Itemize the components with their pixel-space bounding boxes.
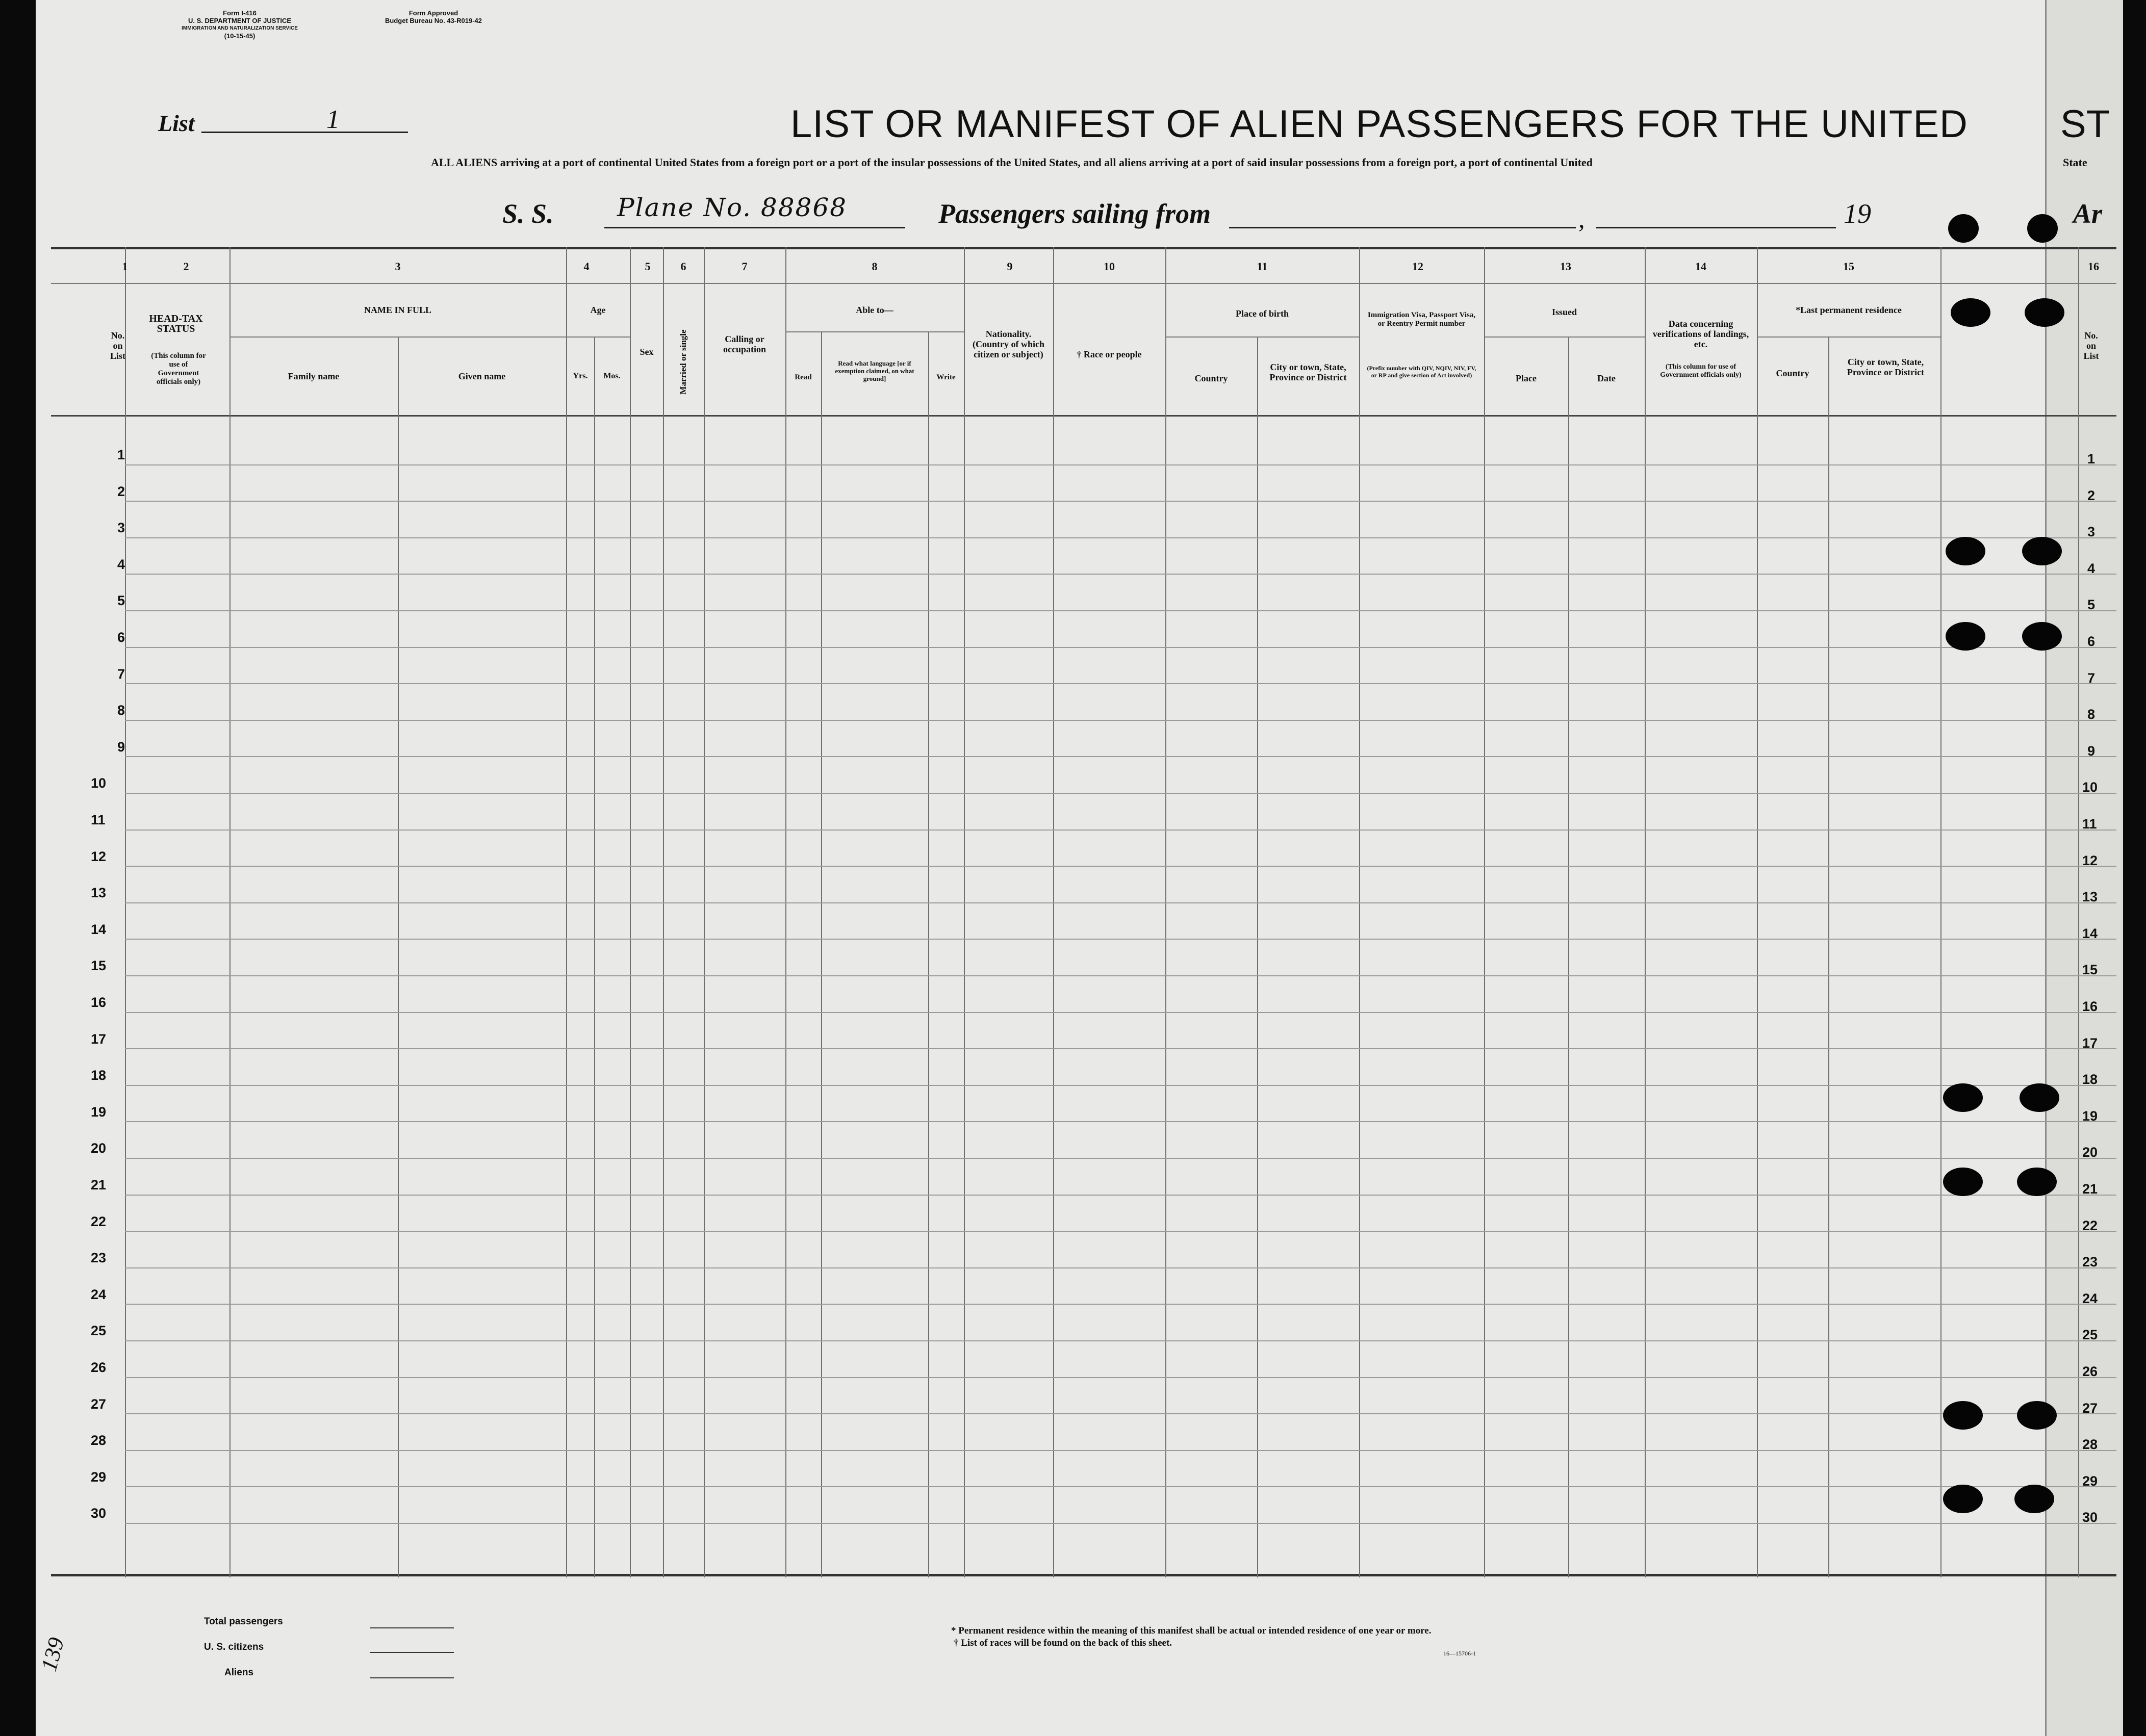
row-number: 14 <box>91 921 107 937</box>
col-num: 3 <box>395 260 401 273</box>
print-code: 16—15706-1 <box>1443 1650 1476 1657</box>
row-number: 6 <box>117 630 125 645</box>
col-num: 7 <box>742 260 748 273</box>
header-family-name: Family name <box>288 371 340 381</box>
header-age: Age <box>590 305 606 315</box>
sailing-from-line <box>1229 227 1576 228</box>
margin-note: 139 <box>36 1635 69 1674</box>
row-number-right: 25 <box>2082 1327 2098 1343</box>
us-citizens-line <box>370 1652 454 1653</box>
total-passengers-line <box>370 1627 454 1628</box>
header-able-to: Able to— <box>856 305 893 315</box>
row-rule <box>125 793 2116 794</box>
punch-hole <box>2017 1401 2057 1430</box>
punch-hole <box>1943 1168 1983 1196</box>
row-rule <box>125 1048 2116 1049</box>
header-place: Place <box>1516 373 1537 383</box>
row-rule <box>125 1267 2116 1268</box>
row-number-right: 19 <box>2082 1108 2098 1124</box>
row-number: 13 <box>91 885 107 901</box>
row-number: 3 <box>117 520 125 536</box>
header-head-tax-note: (This column for use of Government officials only) <box>151 352 206 386</box>
header-given-name: Given name <box>458 371 506 381</box>
col-num: 8 <box>872 260 878 273</box>
header-country-2: Country <box>1776 368 1809 378</box>
row-rule <box>125 683 2116 684</box>
row-number-right: 13 <box>2082 889 2098 905</box>
header-date: Date <box>1597 373 1616 383</box>
row-number-right: 16 <box>2082 999 2098 1014</box>
row-rule <box>125 1121 2116 1122</box>
header-read-language: Read what language [or if exemption claimed, on what ground] <box>835 359 914 382</box>
row-number: 5 <box>117 593 125 609</box>
row-rule <box>125 574 2116 575</box>
col-num: 15 <box>1843 260 1854 273</box>
list-value: 1 <box>326 105 340 134</box>
row-number-right: 14 <box>2082 925 2098 941</box>
row-rule <box>125 1523 2116 1524</box>
row-rule <box>125 720 2116 721</box>
budget-number: Budget Bureau No. 43-R019-42 <box>385 17 482 24</box>
row-number: 24 <box>91 1286 107 1302</box>
header-no-on-list: No. on List <box>110 330 125 361</box>
row-rule <box>125 902 2116 903</box>
row-rule <box>125 1012 2116 1013</box>
ship-name-line <box>604 227 905 228</box>
header-name-in-full: NAME IN FULL <box>364 305 431 315</box>
punch-hole <box>2025 298 2064 327</box>
row-rule <box>125 537 2116 538</box>
header-visa: Immigration Visa, Passport Visa, or Reentry Permit number <box>1367 311 1476 328</box>
row-number-right: 3 <box>2087 524 2096 540</box>
form-approved: Form Approved <box>408 9 458 17</box>
col-num: 14 <box>1695 260 1706 273</box>
row-rule <box>125 1195 2116 1196</box>
punch-hole <box>1943 1083 1983 1112</box>
header-issued: Issued <box>1551 307 1577 317</box>
row-number-right: 10 <box>2082 780 2098 795</box>
row-rule <box>125 1486 2116 1487</box>
punch-hole <box>1951 298 1990 327</box>
punch-hole <box>1943 1401 1983 1430</box>
row-number: 8 <box>117 703 125 718</box>
header-married: Married or single <box>678 329 688 395</box>
subtitle: ALL ALIENS arriving at a port of continental United States from a foreign port or a port of the insular possessions of the United States, and all aliens arriving at a port of said insular possessions from a foreign port, a port of continental United <box>431 156 1593 169</box>
row-number: 4 <box>117 556 125 572</box>
punch-hole <box>1948 214 1979 243</box>
punch-hole <box>1943 1485 1983 1513</box>
row-number: 28 <box>91 1433 107 1448</box>
header-mos: Mos. <box>603 372 621 380</box>
row-number: 21 <box>91 1177 107 1193</box>
sailing-label: Passengers sailing from <box>938 198 1211 229</box>
row-rule <box>125 1413 2116 1414</box>
subtitle-continued: State <box>2063 156 2087 169</box>
row-number: 15 <box>91 958 107 974</box>
row-number-right: 18 <box>2082 1072 2098 1087</box>
header-yrs: Yrs. <box>573 372 588 380</box>
list-label: List <box>158 110 195 136</box>
header-verifications: Data concerning verifications of landings, etc. <box>1652 319 1749 349</box>
approval-block <box>352 9 515 24</box>
department: U. S. DEPARTMENT OF JUSTICE <box>188 17 291 24</box>
arriving-prefix: Ar <box>2073 198 2103 229</box>
total-passengers-label: Total passengers <box>204 1616 283 1627</box>
row-number-right: 27 <box>2082 1400 2098 1416</box>
col-num: 5 <box>645 260 651 273</box>
row-number: 17 <box>91 1031 107 1047</box>
header-visa-note: (Prefix number with QIV, NQIV, NIV, FV, or RP and give section of Act involved) <box>1367 365 1476 379</box>
header-head-tax: HEAD-TAX STATUS <box>149 313 203 334</box>
row-number-right: 5 <box>2087 597 2096 613</box>
row-number-right: 2 <box>2087 487 2096 503</box>
page-title-continued: ST <box>2060 102 2110 146</box>
row-number-right: 29 <box>2082 1473 2098 1489</box>
row-number: 20 <box>91 1141 107 1156</box>
footnote-races: † List of races will be found on the back of this sheet. <box>954 1638 1172 1648</box>
row-number: 29 <box>91 1469 107 1485</box>
header-sex: Sex <box>640 347 654 357</box>
row-number-right: 15 <box>2082 962 2098 978</box>
header-write: Write <box>936 373 956 381</box>
header-nationality: Nationality. (Country of which citizen or subject) <box>972 329 1044 359</box>
row-number: 30 <box>91 1506 107 1521</box>
form-date-code: (10-15-45) <box>224 32 256 40</box>
punch-hole <box>2022 622 2062 651</box>
col-num: 9 <box>1007 260 1013 273</box>
row-number-right: 4 <box>2087 560 2096 576</box>
col-num: 2 <box>183 260 189 273</box>
col-num: 13 <box>1560 260 1571 273</box>
row-number: 27 <box>91 1396 107 1412</box>
row-rule <box>125 756 2116 757</box>
punch-hole <box>2020 1083 2059 1112</box>
col-num: 6 <box>680 260 686 273</box>
row-number: 9 <box>117 739 125 755</box>
row-number-right: 1 <box>2087 451 2096 467</box>
row-number: 18 <box>91 1068 107 1083</box>
row-number: 11 <box>91 812 106 827</box>
row-number-right: 28 <box>2082 1437 2098 1453</box>
header-calling: Calling or occupation <box>723 334 766 354</box>
header-city-state: City or town, State, Province or District <box>1269 362 1347 382</box>
row-number-right: 30 <box>2082 1510 2098 1525</box>
row-number: 23 <box>91 1250 107 1266</box>
row-number: 7 <box>117 666 125 682</box>
row-number: 22 <box>91 1213 107 1229</box>
header-last-residence: *Last permanent residence <box>1796 305 1902 315</box>
header-country: Country <box>1194 373 1228 383</box>
ship-prefix: S. S. <box>502 198 554 229</box>
punch-hole <box>1946 537 1985 565</box>
row-number-right: 9 <box>2087 743 2096 759</box>
row-rule <box>125 1340 2116 1341</box>
row-number-right: 20 <box>2082 1145 2098 1160</box>
date-line <box>1596 227 1836 228</box>
row-number: 19 <box>91 1104 107 1120</box>
footnote-permanent: * Permanent residence within the meaning of this manifest shall be actual or intended residence of one year or more. <box>951 1625 1432 1636</box>
row-rule <box>125 830 2116 831</box>
row-rule <box>125 975 2116 976</box>
row-rule <box>125 866 2116 867</box>
col-num: 12 <box>1412 260 1423 273</box>
row-rule <box>125 501 2116 502</box>
row-rule <box>125 939 2116 940</box>
year-prefix: 19 <box>1844 198 1871 229</box>
header-no-on-list-2: No. on List <box>2083 330 2099 361</box>
aliens-line <box>370 1677 454 1678</box>
aliens-label: Aliens <box>224 1667 254 1678</box>
row-number-right: 24 <box>2082 1290 2098 1306</box>
row-number-right: 26 <box>2082 1364 2098 1379</box>
row-number: 16 <box>91 995 107 1010</box>
row-number: 10 <box>91 775 107 791</box>
row-number-right: 11 <box>2082 816 2097 832</box>
header-verifications-note: (This column for use of Government officials only) <box>1660 363 1742 379</box>
row-number: 2 <box>117 483 125 499</box>
punch-hole <box>1946 622 1985 651</box>
col-num: 1 <box>122 260 128 273</box>
row-rule <box>125 1158 2116 1159</box>
row-rule <box>125 1377 2116 1378</box>
row-rule <box>125 1231 2116 1232</box>
row-number-right: 8 <box>2087 707 2096 722</box>
punch-hole <box>2022 537 2062 565</box>
page-title: LIST OR MANIFEST OF ALIEN PASSENGERS FOR THE UNITED <box>790 102 1968 146</box>
col-num: 11 <box>1257 260 1268 273</box>
service: IMMIGRATION AND NATURALIZATION SERVICE <box>182 25 298 31</box>
row-rule <box>125 1450 2116 1451</box>
row-number-right: 23 <box>2082 1254 2098 1270</box>
comma: , <box>1578 204 1585 233</box>
us-citizens-label: U. S. citizens <box>204 1642 264 1652</box>
row-number-right: 17 <box>2082 1035 2098 1051</box>
header-race: † Race or people <box>1077 349 1142 359</box>
row-rule <box>125 647 2116 648</box>
ship-name-handwritten: Plane No. 88868 <box>617 193 847 222</box>
header-read: Read <box>795 373 812 381</box>
row-rule <box>125 1304 2116 1305</box>
col-num: 10 <box>1104 260 1115 273</box>
list-line <box>201 132 408 133</box>
form-number: Form I-416 <box>223 9 257 17</box>
row-number-right: 21 <box>2082 1181 2098 1197</box>
row-rule <box>125 1085 2116 1086</box>
row-number: 1 <box>117 447 125 462</box>
row-number-right: 22 <box>2082 1217 2098 1233</box>
col-num: 16 <box>2088 260 2099 273</box>
row-rule <box>125 464 2116 465</box>
header-city-state-2: City or town, State, Province or District <box>1847 357 1925 377</box>
row-number-right: 6 <box>2087 634 2096 649</box>
col-num: 4 <box>583 260 590 273</box>
row-rule <box>125 610 2116 611</box>
header-place-of-birth: Place of birth <box>1236 308 1289 319</box>
punch-hole <box>2027 214 2058 243</box>
punch-hole <box>2014 1485 2054 1513</box>
row-number-right: 12 <box>2082 852 2098 868</box>
row-number: 12 <box>91 848 107 864</box>
punch-hole <box>2017 1168 2057 1196</box>
row-number: 25 <box>91 1323 107 1339</box>
row-number: 26 <box>91 1360 107 1375</box>
row-number-right: 7 <box>2087 670 2096 686</box>
form-id-block <box>153 9 326 40</box>
